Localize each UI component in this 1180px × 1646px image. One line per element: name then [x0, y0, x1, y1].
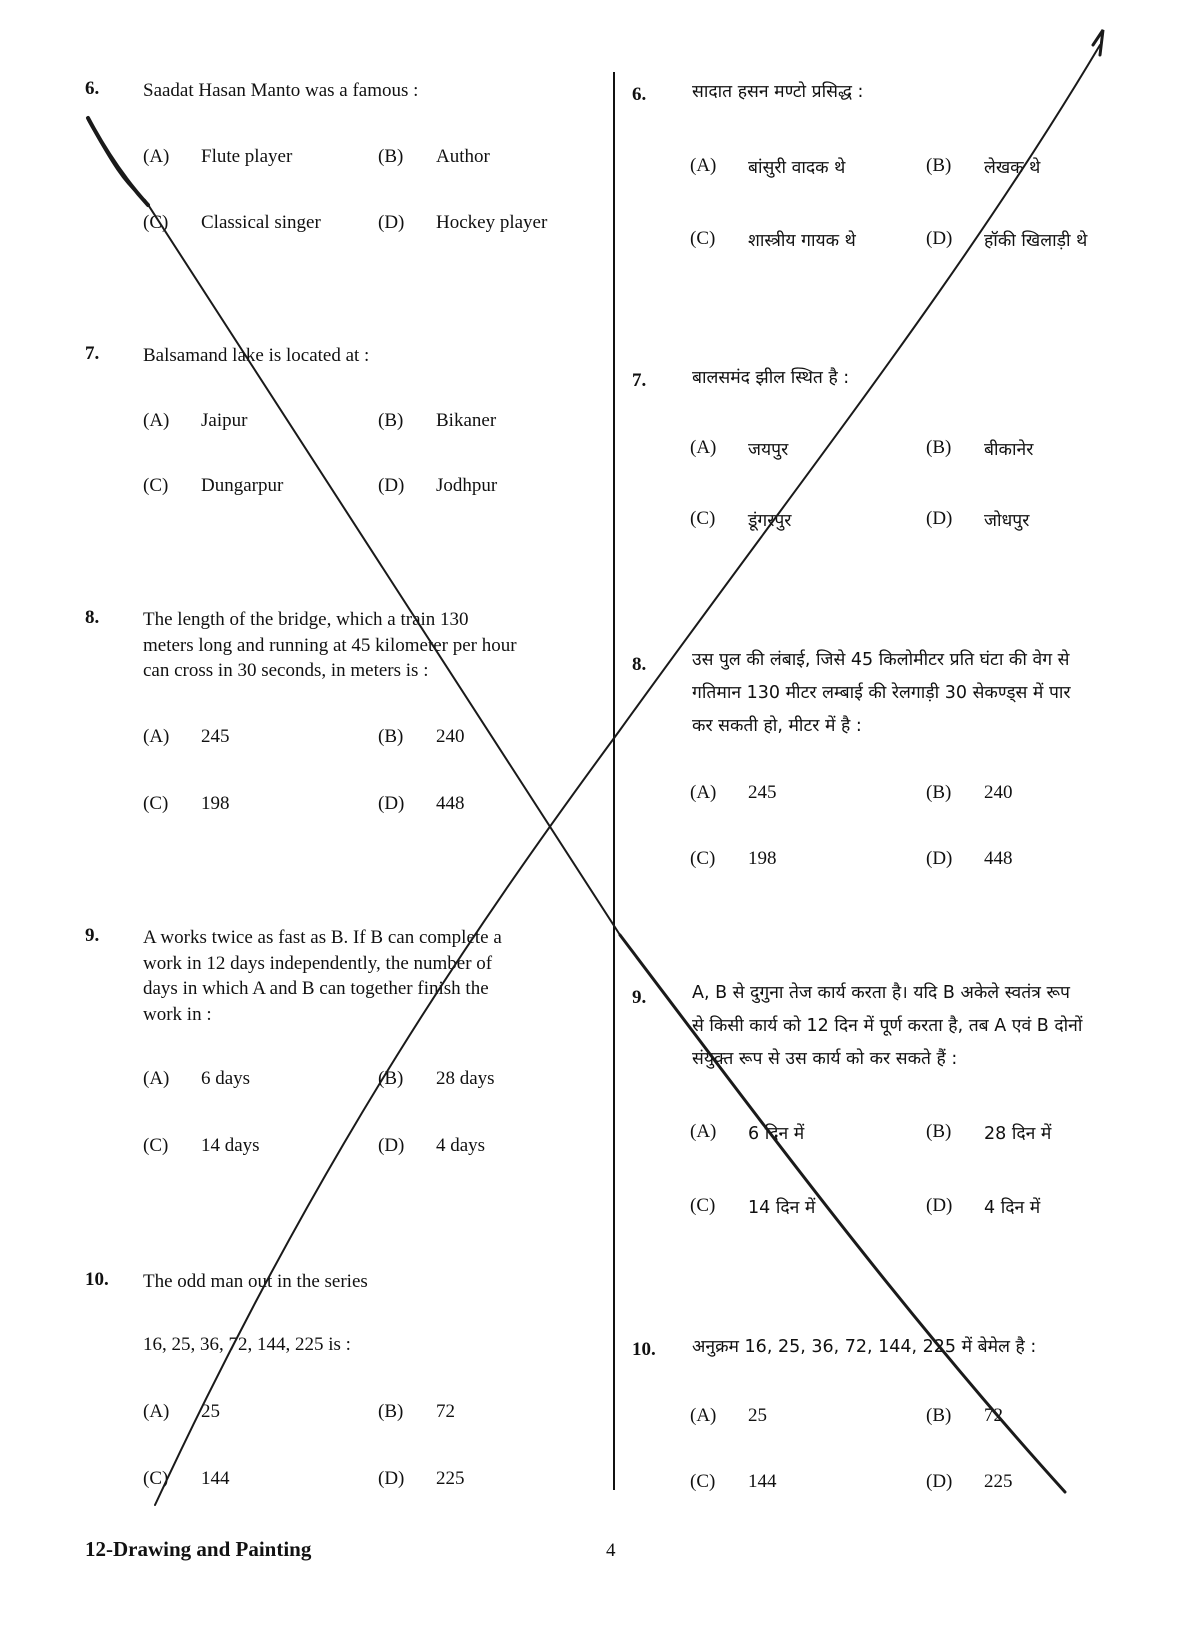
- question-line: गतिमान 130 मीटर लम्बाई की रेलगाड़ी 30 सेकण्ड्स में पार: [692, 683, 1071, 703]
- option-letter: (A): [143, 1401, 170, 1422]
- option-text: 144: [201, 1468, 230, 1489]
- option-letter: (C): [690, 508, 716, 529]
- question-text: अनुक्रम 16, 25, 36, 72, 144, 225 में बेमेल है :: [692, 1337, 1037, 1357]
- question-text: [143, 607, 603, 684]
- question-line: संयुक्त रूप से उस कार्य को कर सकते हैं :: [692, 1049, 958, 1069]
- option-letter: (B): [926, 155, 952, 176]
- option-text: 144: [748, 1471, 777, 1492]
- option-text: 14 दिन में: [748, 1198, 816, 1218]
- option-text: बांसुरी वादक थे: [748, 158, 846, 178]
- option-text: 198: [748, 848, 777, 869]
- option-letter: (B): [378, 1068, 404, 1089]
- option-text: Jodhpur: [436, 475, 498, 496]
- option-letter: (B): [926, 782, 952, 803]
- option-text: 72: [436, 1401, 455, 1422]
- option-letter: (B): [378, 1401, 404, 1422]
- option-letter: (A): [143, 726, 170, 747]
- option-text: 245: [748, 782, 777, 803]
- option-text: 28 दिन में: [984, 1124, 1052, 1144]
- question-series: 16, 25, 36, 72, 144, 225 is :: [143, 1334, 351, 1355]
- question-line: can cross in 30 seconds, in meters is :: [143, 660, 429, 681]
- option-letter: (D): [926, 228, 953, 249]
- pen-stroke-top-hook: [1093, 30, 1103, 55]
- question-line: से किसी कार्य को 12 दिन में पूर्ण करता है, तब A एवं B दोनों: [692, 1016, 1083, 1036]
- question-text: Balsamand lake is located at :: [143, 345, 370, 366]
- option-letter: (C): [690, 1195, 716, 1216]
- option-text: 240: [984, 782, 1013, 803]
- option-letter: (C): [690, 848, 716, 869]
- option-letter: (D): [926, 1195, 953, 1216]
- option-text: 240: [436, 726, 465, 747]
- option-text: हॉकी खिलाड़ी थे: [984, 231, 1088, 251]
- option-text: 25: [201, 1401, 220, 1422]
- option-text: 225: [436, 1468, 465, 1489]
- column-divider: [613, 72, 615, 1490]
- question-line: A, B से दुगुना तेज कार्य करता है। यदि B अकेले स्वतंत्र रूप: [692, 983, 1070, 1003]
- option-letter: (A): [690, 437, 717, 458]
- option-letter: (A): [143, 1068, 170, 1089]
- question-text: [692, 977, 1172, 1076]
- option-letter: (C): [143, 1135, 169, 1156]
- option-text: Jaipur: [201, 410, 248, 431]
- option-text: जयपुर: [748, 440, 789, 460]
- question-text: सादात हसन मण्टो प्रसिद्ध :: [692, 82, 864, 102]
- option-text: बीकानेर: [984, 440, 1034, 460]
- option-letter: (B): [926, 1405, 952, 1426]
- option-letter: (D): [926, 848, 953, 869]
- option-text: 448: [984, 848, 1013, 869]
- option-letter: (C): [690, 228, 716, 249]
- option-letter: (D): [378, 793, 405, 814]
- option-text: 28 days: [436, 1068, 495, 1089]
- question-text: The odd man out in the series: [143, 1271, 368, 1292]
- option-text: 6 दिन में: [748, 1124, 805, 1144]
- question-number: 6.: [632, 84, 647, 105]
- option-letter: (C): [143, 475, 169, 496]
- option-text: Bikaner: [436, 410, 497, 431]
- option-letter: (D): [926, 1471, 953, 1492]
- question-number: 7.: [85, 343, 100, 364]
- option-letter: (C): [143, 1468, 169, 1489]
- question-number: 10.: [85, 1269, 109, 1290]
- question-text: Saadat Hasan Manto was a famous :: [143, 80, 419, 101]
- option-letter: (C): [143, 212, 169, 233]
- question-number: 6.: [85, 78, 100, 99]
- option-text: Classical singer: [201, 212, 321, 233]
- option-text: जोधपुर: [984, 511, 1030, 531]
- option-letter: (D): [926, 508, 953, 529]
- question-line: उस पुल की लंबाई, जिसे 45 किलोमीटर प्रति घंटा की वेग से: [692, 650, 1070, 670]
- option-letter: (B): [378, 410, 404, 431]
- option-letter: (B): [378, 146, 404, 167]
- option-text: Author: [436, 146, 490, 167]
- question-number: 7.: [632, 370, 647, 391]
- question-number: 8.: [85, 607, 100, 628]
- pen-stroke-left-diagonal-bold-start: [88, 118, 148, 205]
- question-line: meters long and running at 45 kilometer per hour: [143, 634, 517, 656]
- question-text: [692, 644, 1172, 743]
- option-text: Dungarpur: [201, 475, 284, 496]
- option-letter: (A): [690, 155, 717, 176]
- option-letter: (D): [378, 1468, 405, 1489]
- option-text: 4 days: [436, 1135, 486, 1156]
- question-number: 10.: [632, 1339, 656, 1360]
- footer-subject-title: 12-Drawing and Painting: [85, 1537, 312, 1561]
- option-letter: (D): [378, 1135, 405, 1156]
- option-letter: (B): [378, 726, 404, 747]
- question-line: कर सकती हो, मीटर में है :: [692, 716, 862, 736]
- option-text: लेखक थे: [984, 158, 1041, 178]
- question-number: 9.: [85, 925, 100, 946]
- question-text: बालसमंद झील स्थित है :: [692, 368, 850, 388]
- option-text: 25: [748, 1405, 767, 1426]
- option-text: शास्त्रीय गायक थे: [748, 231, 856, 251]
- option-letter: (D): [378, 212, 405, 233]
- option-text: 198: [201, 793, 230, 814]
- option-letter: (A): [690, 782, 717, 803]
- question-line: days in which A and B can together finish the: [143, 978, 489, 999]
- option-letter: (C): [143, 793, 169, 814]
- question-line: work in :: [143, 1003, 212, 1025]
- option-text: Flute player: [201, 146, 293, 167]
- option-letter: (C): [690, 1471, 716, 1492]
- question-line: A works twice as fast as B. If B can complete a: [143, 927, 502, 948]
- option-text: 4 दिन में: [984, 1198, 1041, 1218]
- option-text: 245: [201, 726, 230, 747]
- option-letter: (A): [690, 1121, 717, 1142]
- question-line: The length of the bridge, which a train 130: [143, 609, 469, 630]
- question-number: 9.: [632, 987, 647, 1008]
- option-letter: (B): [926, 437, 952, 458]
- option-text: 14 days: [201, 1135, 260, 1156]
- option-text: Hockey player: [436, 212, 548, 233]
- option-letter: (A): [143, 410, 170, 431]
- question-text: [143, 925, 603, 1027]
- option-letter: (B): [926, 1121, 952, 1142]
- option-letter: (D): [378, 475, 405, 496]
- option-text: 448: [436, 793, 465, 814]
- option-letter: (A): [690, 1405, 717, 1426]
- question-number: 8.: [632, 654, 647, 675]
- option-text: 6 days: [201, 1068, 251, 1089]
- page-number: 4: [606, 1540, 616, 1561]
- question-line: work in 12 days independently, the number of: [143, 952, 493, 974]
- option-text: 225: [984, 1471, 1013, 1492]
- option-text: डूंगरपुर: [748, 511, 792, 531]
- option-text: 72: [984, 1405, 1003, 1426]
- option-letter: (A): [143, 146, 170, 167]
